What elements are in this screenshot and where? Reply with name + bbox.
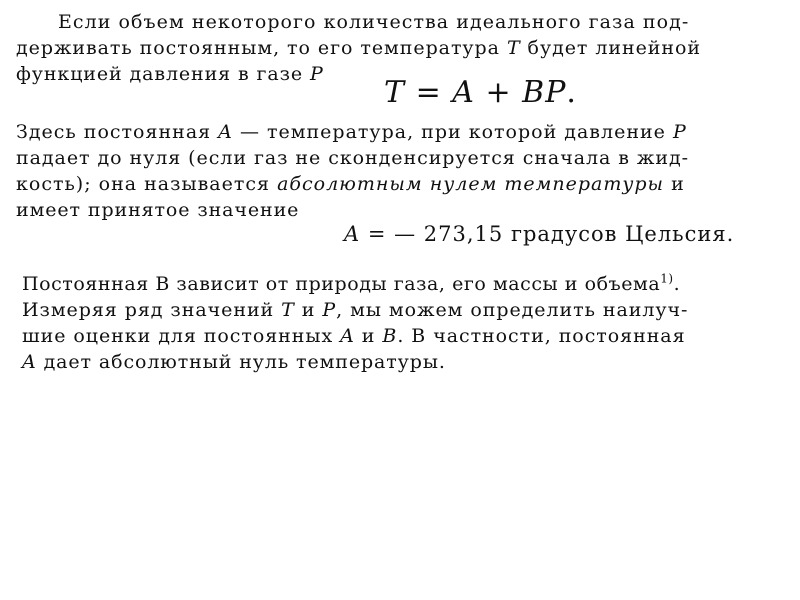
text: будет линейной: [520, 37, 702, 59]
variable: B: [382, 325, 398, 347]
text-line: [16, 120, 687, 144]
operator: =: [415, 75, 442, 110]
period: .: [566, 75, 577, 110]
text: и: [664, 173, 685, 195]
text: и: [294, 299, 323, 321]
text: Если объем некоторого количества идеального газа под-: [58, 11, 690, 33]
formula: [384, 76, 577, 110]
variable: T: [506, 37, 521, 59]
text: имеет принятое значение: [16, 199, 300, 221]
text-line: [22, 272, 680, 296]
variable: A: [218, 121, 233, 143]
value-line: [344, 222, 734, 246]
text: кость); она называется: [16, 173, 278, 195]
variable: A: [344, 222, 361, 246]
text-line: [16, 62, 324, 86]
variable: P: [322, 299, 337, 321]
text: функцией давления в газе: [16, 63, 310, 85]
variable: A: [452, 75, 475, 110]
variable: T: [281, 299, 295, 321]
operator: +: [485, 75, 512, 110]
text: и: [354, 325, 383, 347]
variable: BP: [522, 75, 567, 110]
term: абсолютным нулем температуры: [277, 173, 665, 195]
text: Измеряя ряд значений: [22, 299, 282, 321]
text: , мы можем определить наилуч-: [336, 299, 689, 321]
text: падает до нуля (если газ не сконденсируется сначала в жид-: [16, 147, 689, 169]
variable: P: [672, 121, 687, 143]
text: — температура, при которой давление: [232, 121, 673, 143]
text-line: [22, 324, 686, 348]
variable: A: [22, 351, 37, 373]
footnote-marker: 1): [660, 271, 674, 286]
text: Постоянная B зависит от природы газа, его массы и объема: [22, 273, 661, 295]
text: шие оценки для постоянных: [22, 325, 341, 347]
text: . В частности, постоянная: [397, 325, 686, 347]
text-line: [16, 36, 701, 60]
variable: T: [384, 75, 406, 110]
text-line: [22, 350, 446, 374]
text-line: [22, 298, 688, 322]
text: дает абсолютный нуль температуры.: [36, 351, 446, 373]
text: держивать постоянным, то его температура: [16, 37, 507, 59]
text-line: [16, 172, 685, 196]
text-line: [16, 146, 689, 170]
variable: P: [309, 63, 324, 85]
variable: A: [340, 325, 355, 347]
text-line: [58, 10, 689, 34]
text: = — 273,15 градусов Цельсия.: [360, 222, 735, 246]
text: Здесь постоянная: [16, 121, 219, 143]
text: .: [673, 273, 681, 295]
text-line: [16, 198, 299, 222]
